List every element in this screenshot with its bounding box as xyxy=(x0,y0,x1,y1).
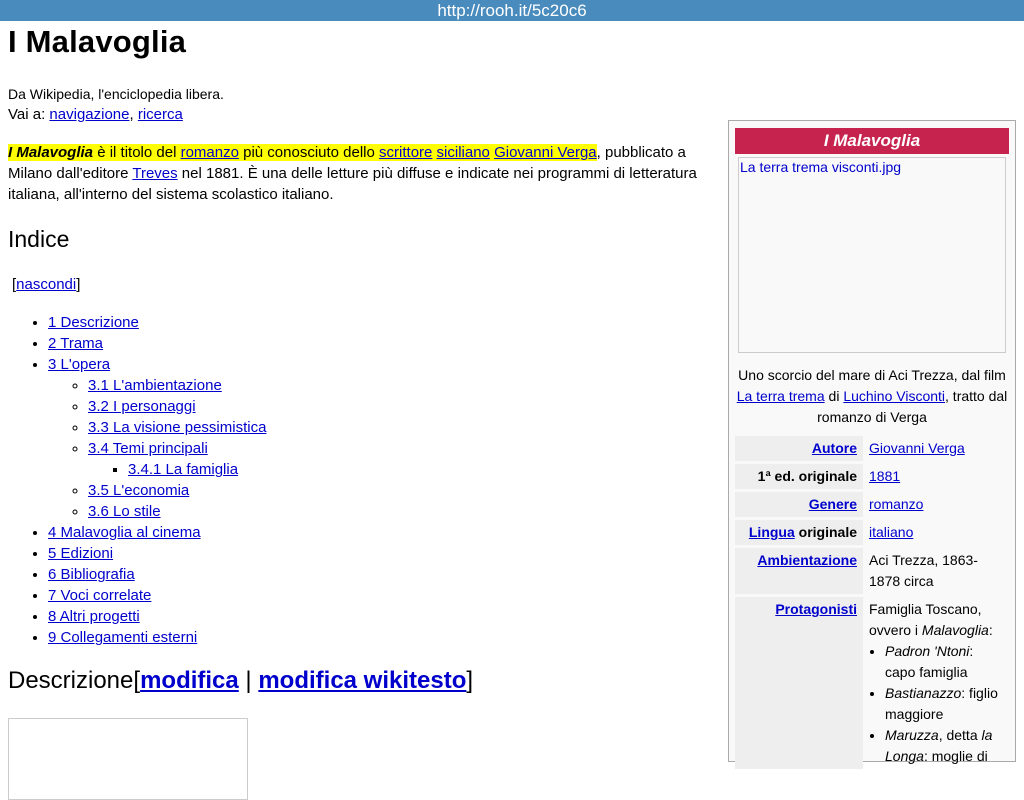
toc-link-trama[interactable]: 2 Trama xyxy=(48,335,104,352)
infobox xyxy=(728,120,1016,762)
caption-link-visconti[interactable]: Luchino Visconti xyxy=(843,388,946,404)
infobox-row-lingua xyxy=(735,520,1007,545)
row-value xyxy=(863,464,1007,489)
infobox-row-genere xyxy=(735,492,1007,517)
toc-item xyxy=(48,585,266,606)
edit-source-link[interactable]: modifica wikitesto xyxy=(258,667,467,694)
toc-item xyxy=(48,333,266,354)
character-name: Padron 'Ntoni xyxy=(885,643,970,659)
lead-text: nel 1881. È una delle letture più diffuse e indicate nei programmi di letteratura italiana, all'interno del sistema scolastico italiano. xyxy=(8,165,697,203)
toc-item xyxy=(48,606,266,627)
jump-separator: , xyxy=(129,106,134,123)
protag-text: Famiglia Toscano, ovvero i xyxy=(869,601,982,638)
separator: | xyxy=(238,667,259,694)
lingua-value-link[interactable]: italiano xyxy=(869,524,914,540)
edit-link[interactable]: modifica xyxy=(140,667,239,694)
site-subtitle: Da Wikipedia, l'enciclopedia libera. xyxy=(8,86,224,102)
toc-sublist xyxy=(48,375,266,522)
autore-label-link[interactable]: Autore xyxy=(811,440,857,456)
bracket: [ xyxy=(12,276,17,293)
toc-item xyxy=(48,543,266,564)
toc-item xyxy=(48,312,266,333)
toc-item xyxy=(128,459,266,480)
caption-text: di xyxy=(824,388,844,404)
ambientazione-label-link[interactable]: Ambientazione xyxy=(757,552,857,568)
toc-link-ambientazione[interactable]: 3.1 L'ambientazione xyxy=(88,377,222,394)
row-label xyxy=(735,548,863,594)
infobox-table xyxy=(735,433,1007,772)
protagonisti-label-link[interactable]: Protagonisti xyxy=(775,601,857,617)
infobox-image-link[interactable]: La terra trema visconti.jpg xyxy=(740,159,902,175)
character-desc: : capo famiglia xyxy=(885,643,974,680)
jump-links xyxy=(8,106,183,123)
toc-link-opera[interactable]: 3 L'opera xyxy=(48,356,111,373)
character-name: Maruzza xyxy=(885,727,939,743)
row-label xyxy=(735,520,863,545)
row-value: Aci Trezza, 1863-1878 circa xyxy=(869,552,978,589)
toc-link-temi-principali[interactable]: 3.4 Temi principali xyxy=(88,440,208,457)
toc-item xyxy=(48,627,266,648)
list-item xyxy=(885,641,1001,683)
lead-text: è il titolo del xyxy=(93,144,181,161)
character-alias: la Longa xyxy=(885,727,993,764)
infobox-row-ambientazione xyxy=(735,548,1007,594)
genere-label-link[interactable]: Genere xyxy=(808,496,857,512)
toc-item xyxy=(88,375,266,396)
bracket: [ xyxy=(133,667,141,694)
image-thumbnail-frame xyxy=(8,718,248,800)
lead-text: , pubblicato a Milano dall'editore xyxy=(8,144,686,182)
toc-link-personaggi[interactable]: 3.2 I personaggi xyxy=(88,398,196,415)
toc-link-descrizione[interactable]: 1 Descrizione xyxy=(48,314,139,331)
toc-item xyxy=(88,438,266,480)
link-giovanni-verga[interactable]: Giovanni Verga xyxy=(494,144,597,161)
character-name: Bastianazzo xyxy=(885,685,962,701)
toc-item xyxy=(48,354,266,522)
row-value xyxy=(863,492,1007,517)
section-title: Descrizione xyxy=(8,667,134,694)
toc-link-voci-correlate[interactable]: 7 Voci correlate xyxy=(48,587,152,604)
character-desc: , detta xyxy=(938,727,982,743)
autore-value-link[interactable]: Giovanni Verga xyxy=(869,440,965,456)
toc-link-visione-pessimistica[interactable]: 3.3 La visione pessimistica xyxy=(88,419,267,436)
caption-link-film[interactable]: La terra trema xyxy=(736,388,825,404)
protag-family: Malavoglia xyxy=(921,622,989,638)
row-value xyxy=(863,520,1007,545)
caption-text: , tratto dal romanzo di Verga xyxy=(817,388,1008,425)
url-banner[interactable]: http://rooh.it/5c20c6 xyxy=(0,0,1024,21)
row-label xyxy=(735,492,863,517)
toc-link-bibliografia[interactable]: 6 Bibliografia xyxy=(48,566,135,583)
section-heading-descrizione xyxy=(8,667,473,695)
infobox-image xyxy=(738,157,1006,353)
toc-link-cinema[interactable]: 4 Malavoglia al cinema xyxy=(48,524,201,541)
row-value xyxy=(863,597,1007,769)
toc-sublist xyxy=(88,459,266,480)
link-treves[interactable]: Treves xyxy=(132,165,178,182)
toc-hide-link[interactable]: nascondi xyxy=(16,276,77,293)
character-desc: : figlio maggiore xyxy=(885,685,998,722)
infobox-caption xyxy=(735,365,1009,428)
lead-paragraph xyxy=(8,142,723,205)
row-label xyxy=(735,436,863,461)
infobox-row-edizione xyxy=(735,464,1007,489)
bracket: ] xyxy=(76,276,81,293)
row-value xyxy=(863,436,1007,461)
link-scrittore[interactable]: scrittore xyxy=(379,144,433,161)
jump-prefix: Vai a: xyxy=(8,106,46,123)
toc-item xyxy=(48,522,266,543)
toc-item xyxy=(88,396,266,417)
toc-link-collegamenti-esterni[interactable]: 9 Collegamenti esterni xyxy=(48,629,198,646)
list-item xyxy=(885,683,1001,725)
lead-text: più conosciuto dello xyxy=(238,144,380,161)
infobox-title: I Malavoglia xyxy=(735,128,1009,154)
row-label: 1ª ed. originale xyxy=(735,464,863,489)
jump-navigation-link[interactable]: navigazione xyxy=(49,106,130,123)
toc-toggle xyxy=(12,276,80,293)
lead-title: I Malavoglia xyxy=(8,144,94,161)
lingua-label-link[interactable]: Lingua xyxy=(748,524,795,540)
toc-item xyxy=(48,564,266,585)
table-of-contents xyxy=(8,312,266,648)
link-romanzo[interactable]: romanzo xyxy=(180,144,239,161)
row-label xyxy=(735,597,863,769)
toc-heading: Indice xyxy=(8,226,70,252)
lead-title-highlight xyxy=(8,144,597,161)
toc-link-stile[interactable]: 3.6 Lo stile xyxy=(88,503,161,520)
toc-link-edizioni[interactable]: 5 Edizioni xyxy=(48,545,114,562)
toc-link-economia[interactable]: 3.5 L'economia xyxy=(88,482,190,499)
toc-link-famiglia[interactable]: 3.4.1 La famiglia xyxy=(128,461,239,478)
protagonist-list xyxy=(869,641,1001,767)
toc-item xyxy=(88,417,266,438)
infobox-row-autore xyxy=(735,436,1007,461)
bracket: ] xyxy=(466,667,474,694)
protag-text: : xyxy=(988,622,993,638)
toc-item xyxy=(88,480,266,501)
genere-value-link[interactable]: romanzo xyxy=(869,496,924,512)
character-desc: : moglie di xyxy=(923,748,988,764)
toc-item xyxy=(88,501,266,522)
page-title: I Malavoglia xyxy=(8,24,187,59)
jump-search-link[interactable]: ricerca xyxy=(137,106,183,123)
caption-text: Uno scorcio del mare di Aci Trezza, dal film xyxy=(738,367,1006,383)
infobox-row-protagonisti xyxy=(735,597,1007,769)
toc-link-altri-progetti[interactable]: 8 Altri progetti xyxy=(48,608,140,625)
edizione-value-link[interactable]: 1881 xyxy=(869,468,901,484)
list-item xyxy=(885,725,1001,767)
link-siciliano[interactable]: siciliano xyxy=(436,144,490,161)
lingua-suffix: originale xyxy=(794,524,857,540)
